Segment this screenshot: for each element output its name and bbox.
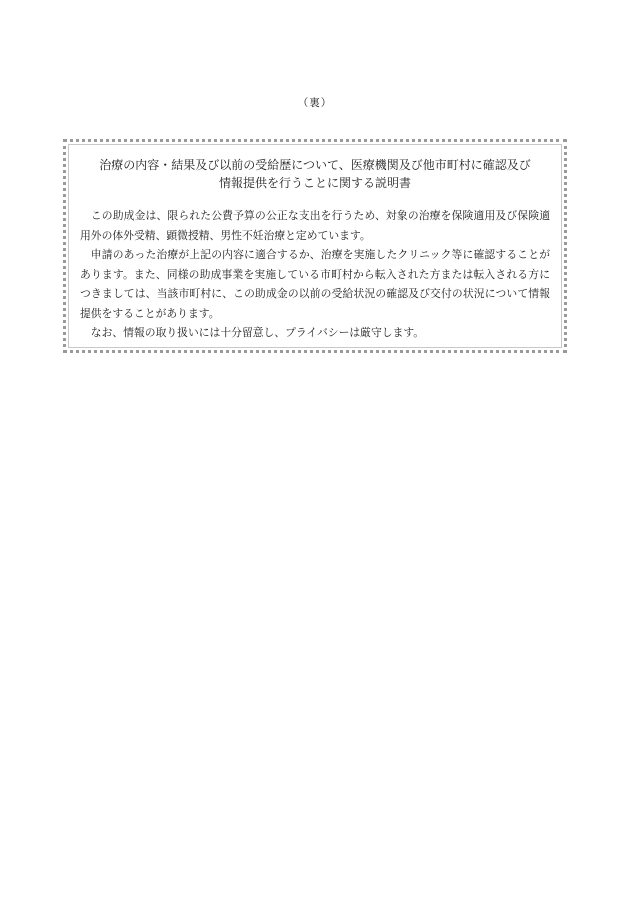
notice-paragraph-verification: 申請のあった治療が上記の内容に適合するか、治療を実施したクリニック等に確認することがあります。また、同様の助成事業を実施している市町村から転入された方または転入される方につきましては、当該市町村に、この助成金の以前の受給状況の確認及び交付の状況について情報提供をすることがあります。	[80, 248, 550, 320]
notice-body	[80, 206, 550, 343]
notice-title-line-2: 情報提供を行うことに関する説明書	[218, 176, 411, 190]
notice-title	[80, 156, 550, 192]
notice-paragraph-privacy: なお、情報の取り扱いには十分留意し、プライバシーは厳守します。	[90, 326, 425, 339]
notice-box	[63, 139, 567, 353]
notice-title-line-1: 治療の内容・結果及び以前の受給歴について、医療機関及び他市町村に確認及び	[99, 158, 531, 172]
notice-paragraph-purpose: この助成金は、限られた公費予算の公正な支出を行うため、対象の治療を保険適用及び保険適用外の体外受精、顕微授精、男性不妊治療と定めています。	[80, 209, 550, 242]
page-side-label: （裏）	[297, 97, 333, 109]
